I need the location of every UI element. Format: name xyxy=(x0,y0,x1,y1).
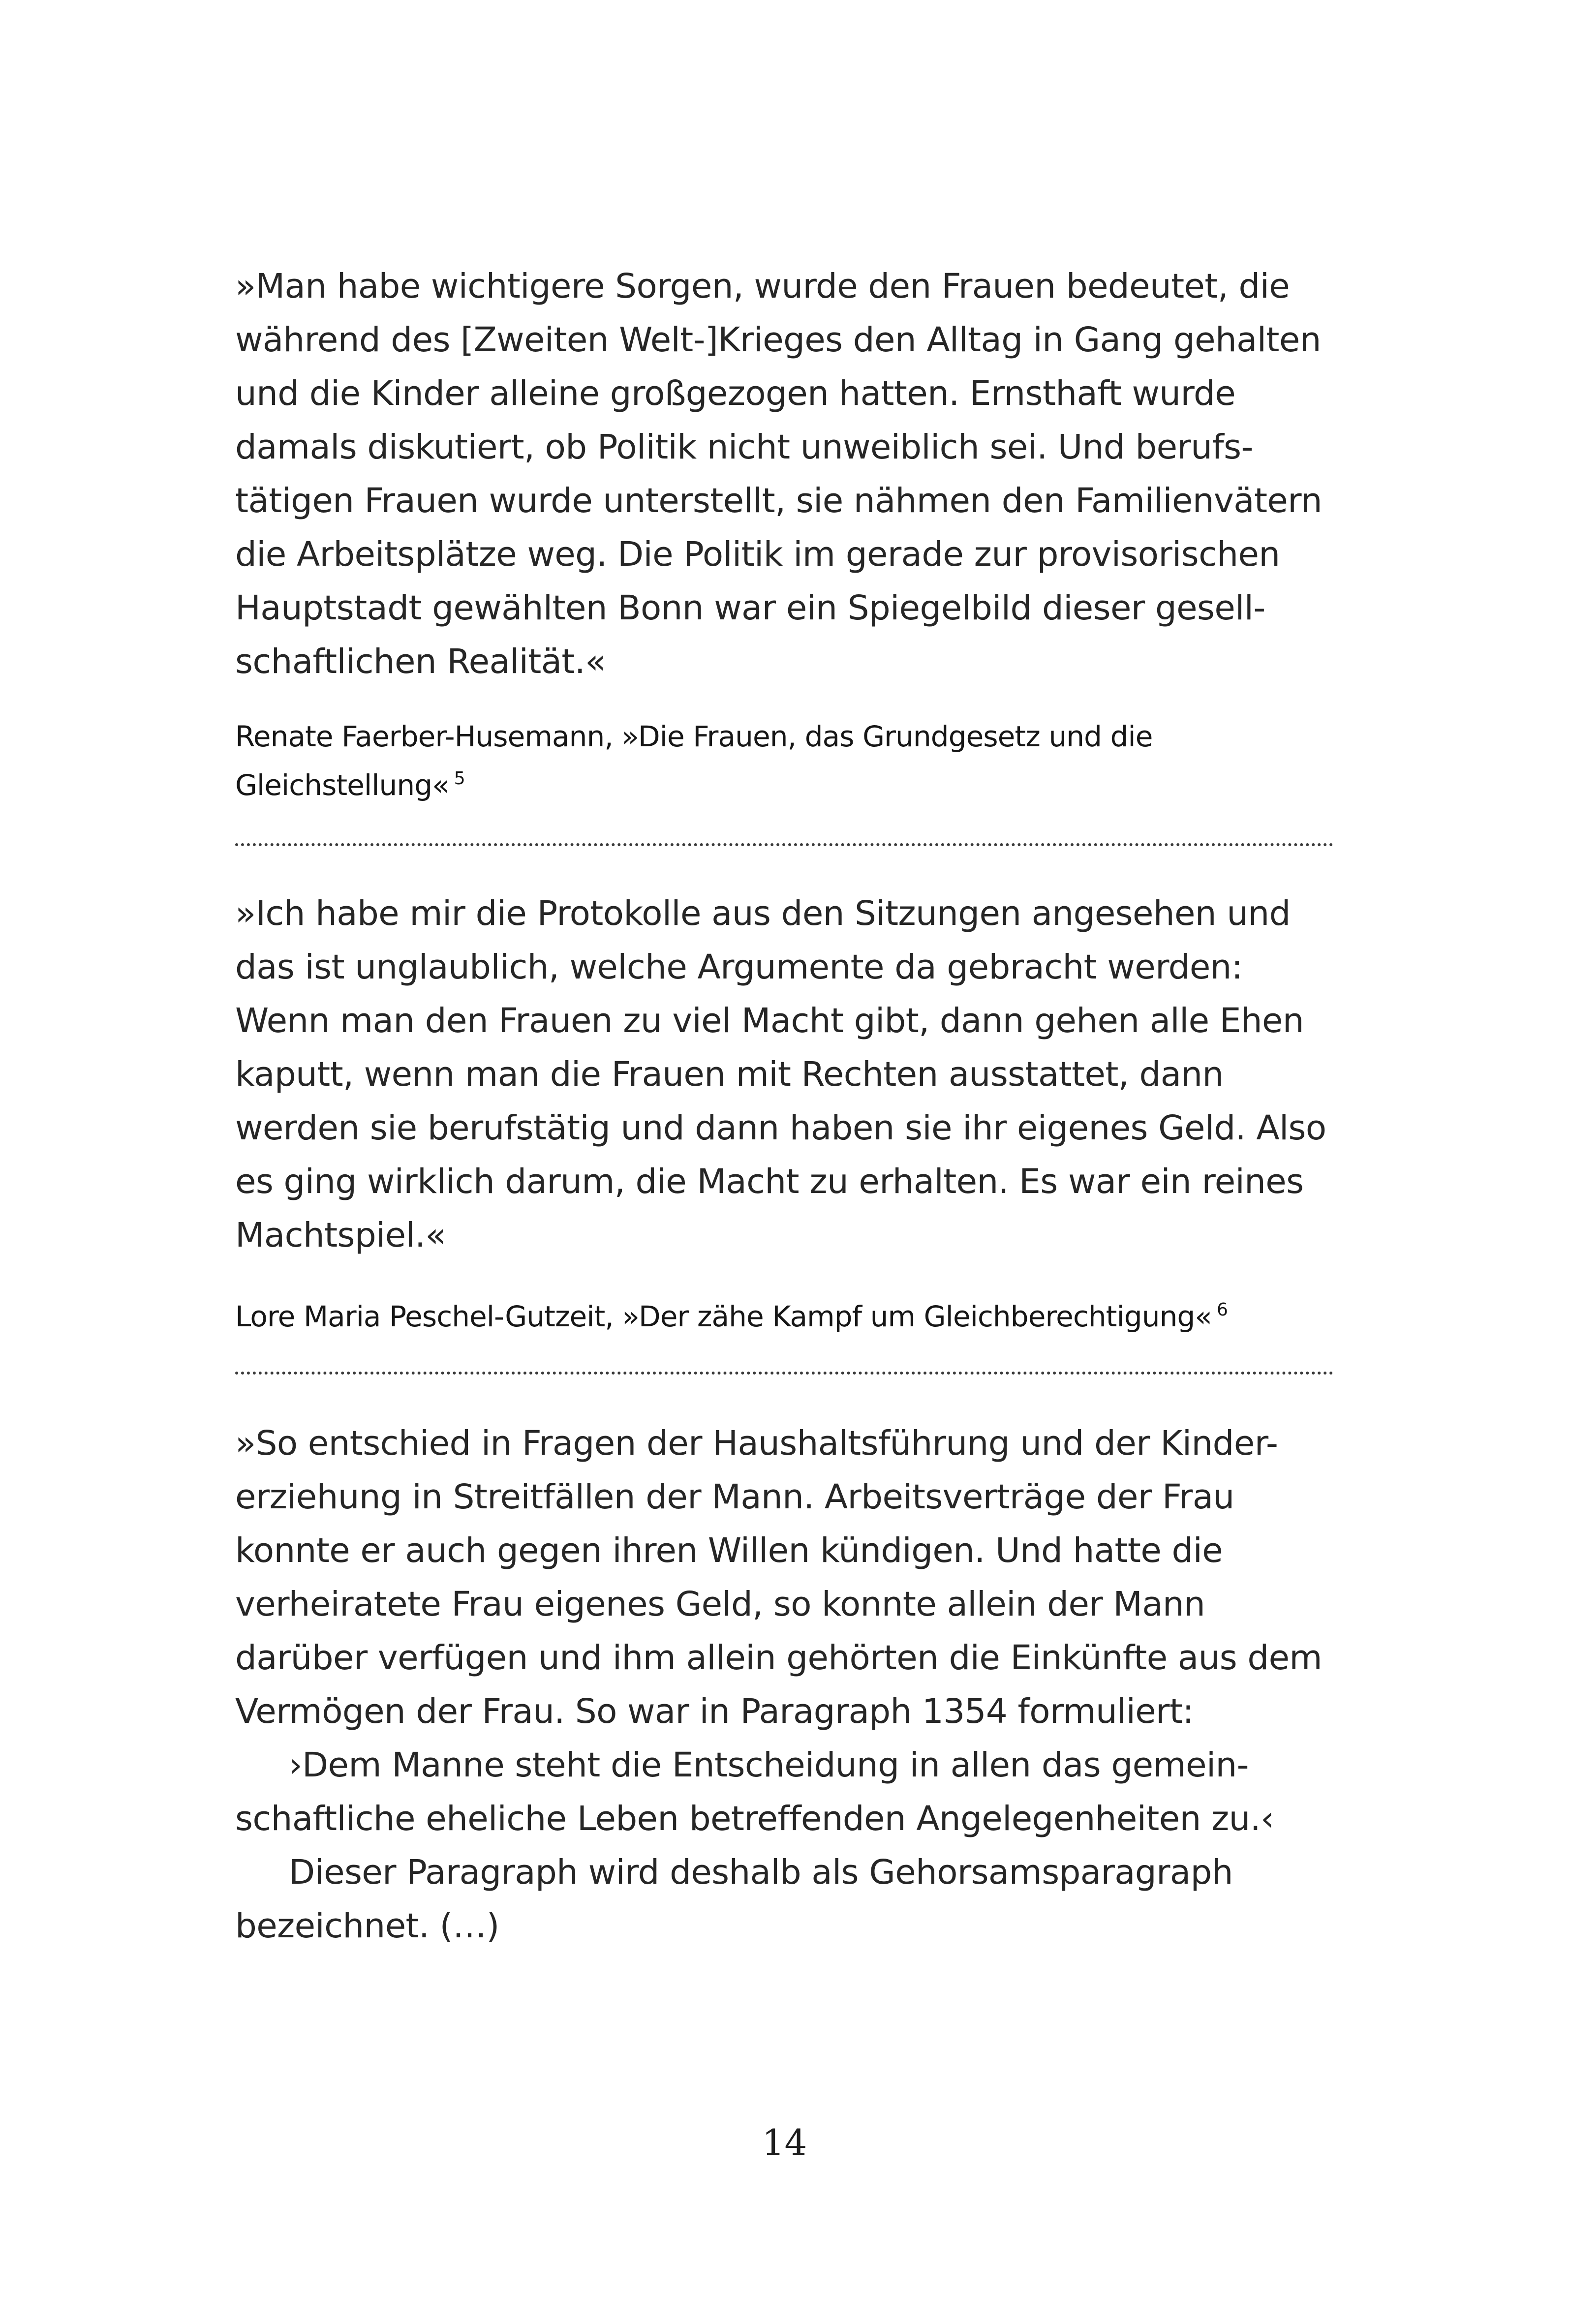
quote-line: konnte er auch gegen ihren Willen kündigen. Und hatte die xyxy=(235,1531,1223,1570)
quote-block-1 xyxy=(235,260,1333,689)
quote-line: ›Dem Manne steht die Entscheidung in allen das gemein- xyxy=(289,1745,1249,1785)
dotted-divider xyxy=(235,843,1333,846)
source-line: Renate Faerber-Husemann, »Die Frauen, das Grundgesetz und die xyxy=(235,720,1153,753)
source-block-1 xyxy=(235,716,1333,802)
dotted-divider xyxy=(235,1372,1333,1375)
quote-line: »Ich habe mir die Protokolle aus den Sitzungen angesehen und xyxy=(235,894,1291,933)
source-text: Gleichstellung« xyxy=(235,768,449,802)
quote-line: die Arbeitsplätze weg. Die Politik im gerade zur provisorischen xyxy=(235,535,1280,574)
source-line xyxy=(235,1289,1333,1331)
page-number: 14 xyxy=(762,2122,807,2163)
quote-line: tätigen Frauen wurde unterstellt, sie nähmen den Familienvätern xyxy=(235,481,1322,520)
quote-line: verheiratete Frau eigenes Geld, so konnte allein der Mann xyxy=(235,1585,1205,1624)
footnote-marker: 6 xyxy=(1217,1300,1228,1320)
quote-line: Wenn man den Frauen zu viel Macht gibt, dann gehen alle Ehen xyxy=(235,1001,1304,1040)
quote-line: und die Kinder alleine großgezogen hatten. Ernsthaft wurde xyxy=(235,374,1236,413)
source-text: Lore Maria Peschel-Gutzeit, »Der zähe Kampf um Gleichberechtigung« xyxy=(235,1300,1212,1333)
quote-line: Machtspiel.« xyxy=(235,1216,446,1255)
quote-line: Dieser Paragraph wird deshalb als Gehorsamsparagraph xyxy=(289,1853,1233,1892)
quote-block-2 xyxy=(235,887,1333,1262)
quote-line: damals diskutiert, ob Politik nicht unweiblich sei. Und berufs- xyxy=(235,428,1253,467)
quote-line: das ist unglaublich, welche Argumente da gebracht werden: xyxy=(235,948,1243,987)
source-line xyxy=(235,758,1333,802)
quote-block-3 xyxy=(235,1417,1333,1953)
quote-line: »So entschied in Fragen der Haushaltsführung und der Kinder- xyxy=(235,1424,1278,1463)
quote-line: schaftlichen Realität.« xyxy=(235,642,606,681)
quote-line: schaftliche eheliche Leben betreffenden Angelegenheiten zu.‹ xyxy=(235,1799,1274,1838)
source-block-2 xyxy=(235,1289,1333,1331)
quote-line: »Man habe wichtigere Sorgen, wurde den Frauen bedeutet, die xyxy=(235,267,1290,306)
quote-line: bezeichnet. (…) xyxy=(235,1906,499,1946)
quote-line: erziehung in Streitfällen der Mann. Arbeitsverträge der Frau xyxy=(235,1477,1234,1517)
quote-line: es ging wirklich darum, die Macht zu erhalten. Es war ein reines xyxy=(235,1162,1304,1201)
quote-line: werden sie berufstätig und dann haben sie ihr eigenes Geld. Also xyxy=(235,1108,1326,1148)
quote-line: kaputt, wenn man die Frauen mit Rechten ausstattet, dann xyxy=(235,1055,1224,1094)
quote-line: Vermögen der Frau. So war in Paragraph 1354 formuliert: xyxy=(235,1692,1194,1731)
quote-line: während des [Zweiten Welt-]Krieges den Alltag in Gang gehalten xyxy=(235,320,1321,360)
quote-line: Hauptstadt gewählten Bonn war ein Spiegelbild dieser gesell- xyxy=(235,588,1265,628)
quote-line: darüber verfügen und ihm allein gehörten die Einkünfte aus dem xyxy=(235,1638,1323,1678)
footnote-marker: 5 xyxy=(454,768,465,789)
